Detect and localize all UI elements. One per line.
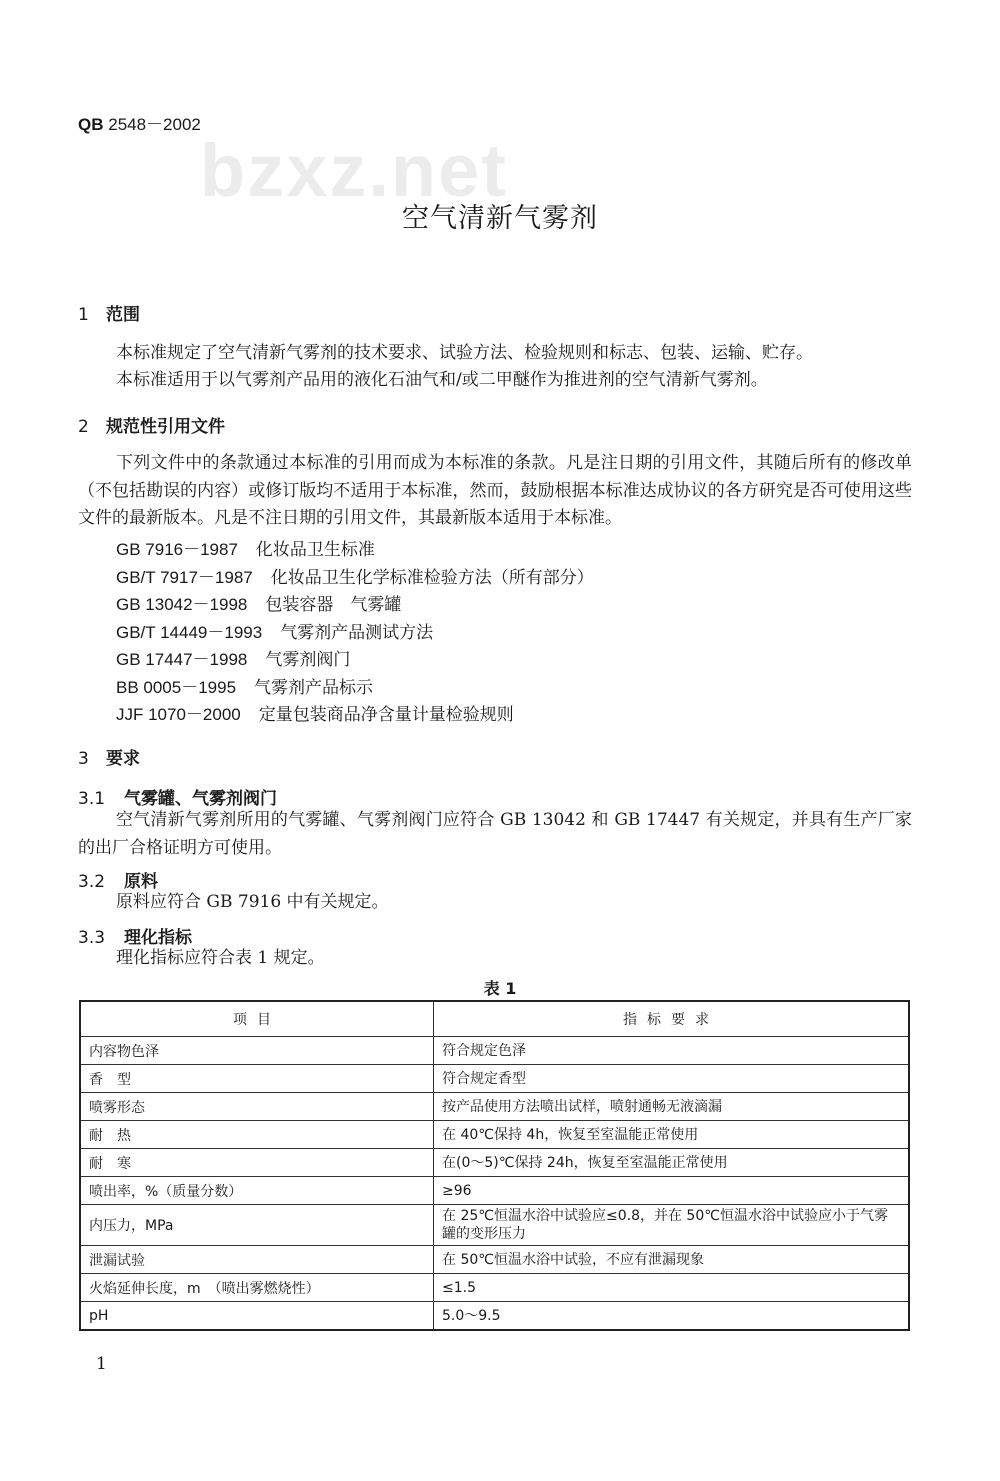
table-cell-requirement: 在 50℃恒温水浴中试验，不应有泄漏现象 bbox=[434, 1246, 910, 1274]
document-title: 空气清新气雾剂 bbox=[402, 203, 598, 234]
column-header-requirement: 指标要求 bbox=[434, 1001, 910, 1037]
section-1-paragraph-1: 本标准规定了空气清新气雾剂的技术要求、试验方法、检验规则和标志、包装、运输、贮存。 bbox=[116, 343, 813, 363]
table-cell-requirement: 在 40℃保持 4h，恢复至室温能正常使用 bbox=[434, 1121, 910, 1149]
table-cell-item: 喷出率，%（质量分数） bbox=[80, 1177, 434, 1205]
table-caption: 表 1 bbox=[483, 979, 517, 998]
section-3-1-heading: 3.1 气雾罐、气雾剂阀门 bbox=[78, 789, 277, 809]
table-row bbox=[80, 1177, 909, 1205]
table-row bbox=[80, 1274, 909, 1302]
section-3-2-heading: 3.2 原料 bbox=[78, 872, 158, 892]
table-cell-item: 内容物色泽 bbox=[80, 1037, 434, 1065]
table-cell-item: 火焰延伸长度，m （喷出雾燃烧性） bbox=[80, 1274, 434, 1302]
watermark: bzxz.net bbox=[200, 129, 508, 212]
section-3-3-paragraph: 理化指标应符合表 1 规定。 bbox=[116, 948, 325, 968]
table-cell-item: 耐 寒 bbox=[80, 1149, 434, 1177]
reference-item: GB/T 14449－1993 气雾剂产品测试方法 bbox=[116, 623, 434, 643]
table-cell-item: 喷雾形态 bbox=[80, 1093, 434, 1121]
standard-prefix: QB bbox=[78, 115, 104, 134]
section-3-heading: 3 要求 bbox=[78, 749, 140, 769]
table-cell-requirement: 在 25℃恒温水浴中试验应≤0.8，并在 50℃恒温水浴中试验应小于气雾罐的变形压力 bbox=[434, 1205, 910, 1246]
table-row bbox=[80, 1093, 909, 1121]
table-row bbox=[80, 1149, 909, 1177]
table-row bbox=[80, 1246, 909, 1274]
table-cell-item: pH bbox=[80, 1302, 434, 1331]
section-2-paragraph: 下列文件中的条款通过本标准的引用而成为本标准的条款。凡是注日期的引用文件，其随后所有的修改单（不包括勘误的内容）或修订版均不适用于本标准，然而，鼓励根据本标准达成协议的各方研究是否可使用这些文件的最新版本。凡是不注日期的引用文件，其最新版本适用于本标准。 bbox=[78, 453, 912, 528]
section-3-2-paragraph: 原料应符合 GB 7916 中有关规定。 bbox=[116, 892, 389, 912]
table-row bbox=[80, 1121, 909, 1149]
reference-item: BB 0005－1995 气雾剂产品标示 bbox=[116, 678, 374, 698]
page-number: 1 bbox=[96, 1354, 107, 1374]
section-3-1-paragraph: 空气清新气雾剂所用的气雾罐、气雾剂阀门应符合 GB 13042 和 GB 17447 有关规定，并具有生产厂家的出厂合格证明方可使用。 bbox=[78, 810, 912, 858]
reference-item: GB 13042－1998 包装容器 气雾罐 bbox=[116, 595, 402, 615]
table-cell-requirement: 符合规定色泽 bbox=[434, 1037, 910, 1065]
table-cell-requirement: 符合规定香型 bbox=[434, 1065, 910, 1093]
section-3-3-heading: 3.3 理化指标 bbox=[78, 928, 192, 948]
reference-item: GB/T 7917－1987 化妆品卫生化学标准检验方法（所有部分） bbox=[116, 568, 594, 588]
spec-table bbox=[79, 1000, 910, 1331]
column-header-item: 项目 bbox=[80, 1001, 434, 1037]
table-cell-item: 泄漏试验 bbox=[80, 1246, 434, 1274]
section-2-heading: 2 规范性引用文件 bbox=[78, 417, 225, 437]
table-cell-item: 耐 热 bbox=[80, 1121, 434, 1149]
table-cell-item: 香 型 bbox=[80, 1065, 434, 1093]
table-row bbox=[80, 1065, 909, 1093]
reference-item: GB 17447－1998 气雾剂阀门 bbox=[116, 650, 351, 670]
section-1-heading: 1 范围 bbox=[78, 305, 140, 325]
table-cell-requirement: 在(0～5)℃保持 24h，恢复至室温能正常使用 bbox=[434, 1149, 910, 1177]
table-header-row bbox=[80, 1001, 909, 1037]
reference-item: JJF 1070－2000 定量包装商品净含量计量检验规则 bbox=[116, 705, 514, 725]
table-cell-requirement: ≥96 bbox=[434, 1177, 910, 1205]
standard-number bbox=[78, 110, 201, 135]
reference-item: GB 7916－1987 化妆品卫生标准 bbox=[116, 540, 375, 560]
table-cell-requirement: ≤1.5 bbox=[434, 1274, 910, 1302]
table-cell-requirement: 按产品使用方法喷出试样，喷射通畅无液滴漏 bbox=[434, 1093, 910, 1121]
table-cell-requirement: 5.0～9.5 bbox=[434, 1302, 910, 1331]
section-1-paragraph-2: 本标准适用于以气雾剂产品用的液化石油气和/或二甲醚作为推进剂的空气清新气雾剂。 bbox=[116, 370, 768, 390]
table-row bbox=[80, 1037, 909, 1065]
table-row bbox=[80, 1302, 909, 1331]
standard-code: 2548－2002 bbox=[108, 115, 201, 134]
table-row bbox=[80, 1205, 909, 1246]
table-cell-item: 内压力，MPa bbox=[80, 1205, 434, 1246]
